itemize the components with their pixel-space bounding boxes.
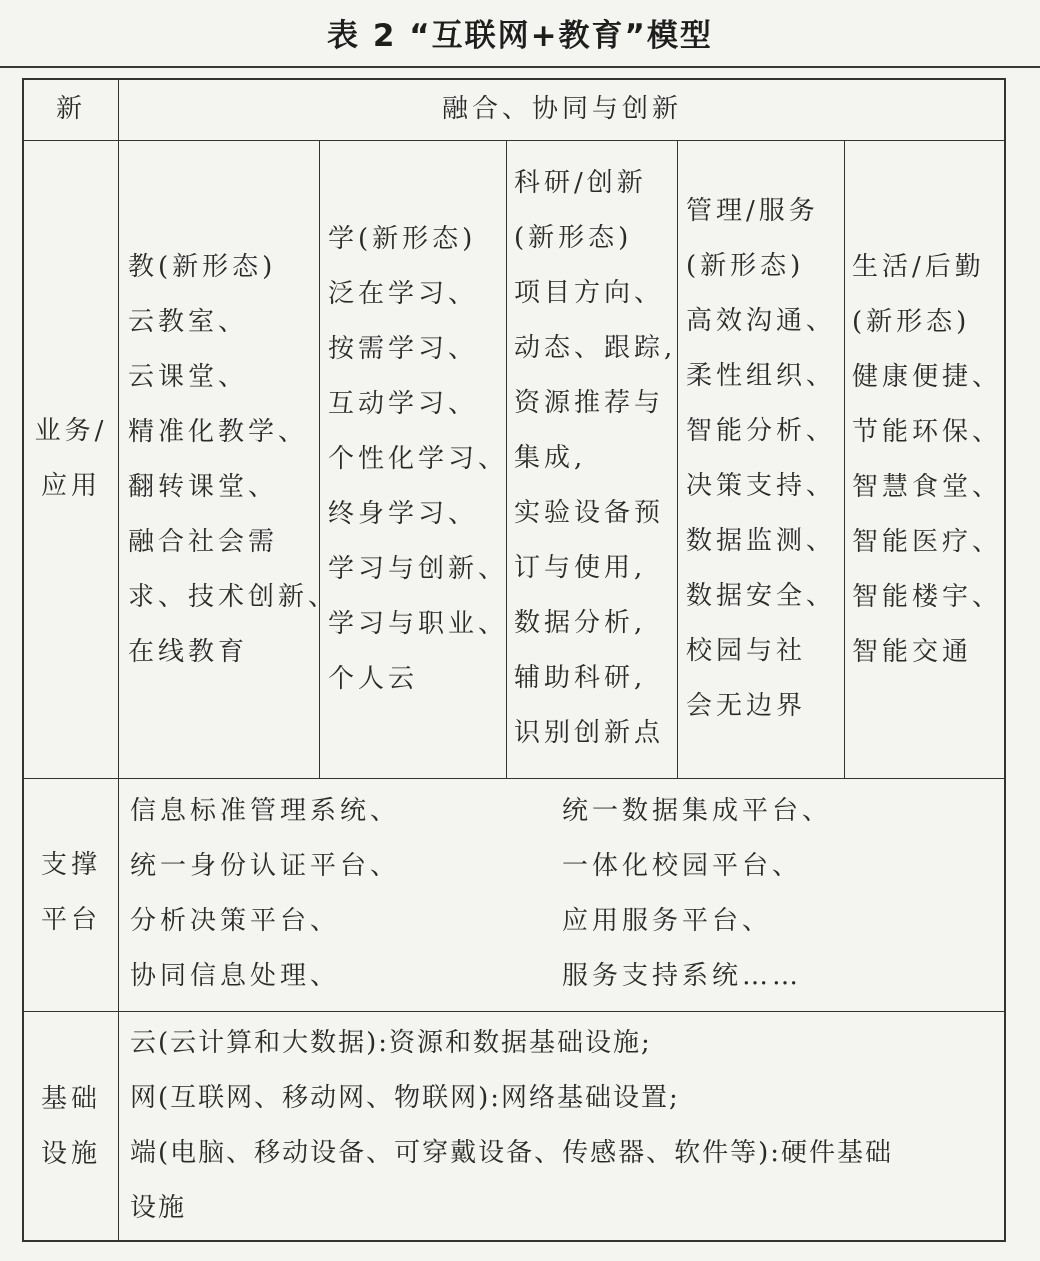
cell-line: 实验设备预 (514, 498, 665, 528)
support-item: 分析决策平台、 (130, 906, 341, 936)
model-table (22, 78, 1006, 1242)
infrastructure-item: 网(互联网、移动网、物联网):网络基础设置; (130, 1083, 680, 1113)
cell-line: 智能分析、 (686, 416, 837, 446)
row-divider-business (24, 778, 1004, 779)
row-divider-header (24, 140, 1004, 141)
cell-line: 辅助科研, (514, 663, 647, 693)
cell-line: (新形态) (514, 223, 633, 253)
business-col-divider-3 (677, 140, 678, 778)
label-column-divider (118, 80, 119, 1240)
infrastructure-label-line: 基础 (40, 1084, 101, 1114)
header-left-cell: 新 (55, 94, 86, 124)
business-column-life (852, 240, 1002, 680)
cell-line: 云教室、 (128, 307, 249, 337)
cell-line: 集成, (514, 443, 587, 473)
cell-line: 精准化教学、 (128, 417, 309, 447)
cell-line: 管理/服务 (686, 196, 819, 226)
infrastructure-list (130, 1016, 893, 1236)
cell-line: 学(新形态) (328, 224, 477, 254)
cell-line: (新形态) (852, 307, 971, 337)
cell-line: 高效沟通、 (686, 306, 837, 336)
cell-line: 识别创新点 (514, 718, 665, 748)
cell-line: 生活/后勤 (852, 252, 985, 282)
cell-line: 智能楼宇、 (852, 582, 1003, 612)
cell-line: 智能医疗、 (852, 527, 1003, 557)
cell-line: 教(新形态) (128, 252, 277, 282)
business-column-learning (328, 212, 508, 707)
cell-line: 校园与社 (686, 636, 807, 666)
business-label-line: 应用 (40, 471, 101, 501)
business-label (24, 404, 118, 514)
business-column-research (514, 156, 676, 761)
support-left-list (130, 784, 400, 1004)
support-label-line: 平台 (40, 905, 101, 935)
row-divider-support (24, 1011, 1004, 1012)
cell-line: 健康便捷、 (852, 362, 1003, 392)
cell-line: 个性化学习、 (328, 444, 509, 474)
infrastructure-item: 端(电脑、移动设备、可穿戴设备、传感器、软件等):硬件基础 (130, 1138, 894, 1168)
cell-line: 融合社会需 (128, 527, 279, 557)
cell-line: 终身学习、 (328, 499, 479, 529)
support-item: 服务支持系统…… (562, 961, 803, 991)
cell-line: 数据安全、 (686, 581, 837, 611)
cell-line: 个人云 (328, 664, 419, 694)
support-label (24, 838, 118, 948)
cell-line: 智能交通 (852, 637, 973, 667)
business-col-divider-4 (844, 140, 845, 778)
infrastructure-item: 云(云计算和大数据):资源和数据基础设施; (130, 1028, 652, 1058)
support-item: 一体化校园平台、 (562, 851, 803, 881)
support-label-line: 支撑 (40, 850, 101, 880)
cell-line: 求、技术创新、 (128, 582, 339, 612)
business-label-line: 业务/ (34, 416, 108, 446)
cell-line: 云课堂、 (128, 362, 249, 392)
support-item: 协同信息处理、 (130, 961, 341, 991)
support-item: 统一身份认证平台、 (130, 851, 401, 881)
cell-line: 数据分析, (514, 608, 647, 638)
cell-line: 项目方向、 (514, 278, 665, 308)
cell-line: 数据监测、 (686, 526, 837, 556)
cell-line: 订与使用, (514, 553, 647, 583)
support-item: 统一数据集成平台、 (562, 796, 833, 826)
cell-line: 动态、跟踪, (514, 333, 677, 363)
cell-line: (新形态) (686, 251, 805, 281)
infrastructure-label-line: 设施 (40, 1139, 101, 1169)
cell-line: 学习与职业、 (328, 609, 509, 639)
cell-line: 节能环保、 (852, 417, 1003, 447)
cell-line: 智慧食堂、 (852, 472, 1003, 502)
support-right-list (562, 784, 832, 1004)
business-column-management (686, 184, 836, 734)
infrastructure-item: 设施 (130, 1193, 187, 1223)
cell-line: 在线教育 (128, 637, 249, 667)
cell-line: 翻转课堂、 (128, 472, 279, 502)
table-title: 表 2 “互联网+教育”模型 (327, 18, 713, 54)
cell-line: 互动学习、 (328, 389, 479, 419)
title-rule (0, 66, 1040, 68)
support-item: 应用服务平台、 (562, 906, 773, 936)
cell-line: 会无边界 (686, 691, 807, 721)
cell-line: 决策支持、 (686, 471, 837, 501)
cell-line: 科研/创新 (514, 168, 647, 198)
support-item: 信息标准管理系统、 (130, 796, 401, 826)
header-right-cell: 融合、协同与创新 (441, 94, 682, 124)
cell-line: 柔性组织、 (686, 361, 837, 391)
cell-line: 按需学习、 (328, 334, 479, 364)
cell-line: 学习与创新、 (328, 554, 509, 584)
business-column-teaching (128, 240, 338, 680)
cell-line: 泛在学习、 (328, 279, 479, 309)
cell-line: 资源推荐与 (514, 388, 665, 418)
infrastructure-label (24, 1072, 118, 1182)
